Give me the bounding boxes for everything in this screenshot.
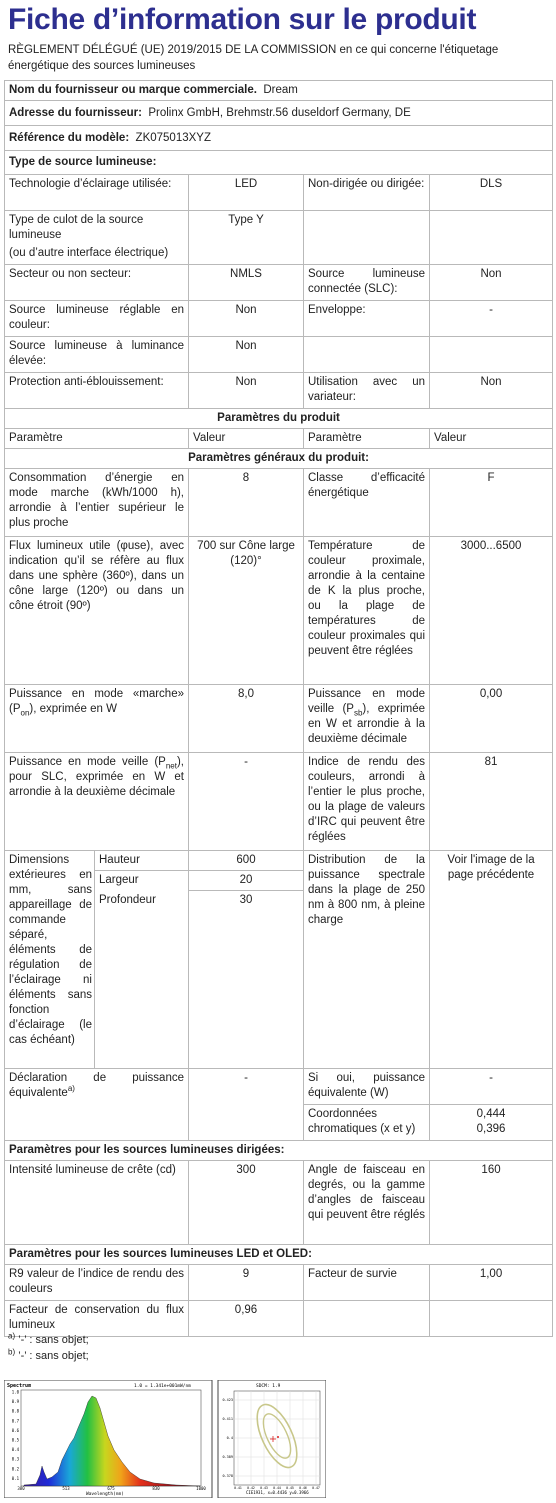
cct-label: Température de couleur proximale, arrondie à la centaine de K la plus proche, ou la plage de températures de couleur proximales qui peuvent être réglées (304, 537, 430, 685)
anti-glare-value: Non (189, 373, 304, 409)
product-table (4, 80, 553, 1337)
supplier-name-value: Dream (263, 84, 298, 96)
directed-heading-row (5, 1141, 553, 1161)
model-reference-label: Référence du modèle: (9, 131, 130, 144)
col-value-2: Valeur (430, 429, 553, 449)
spectrum-xlabel: Wavelength(nm) (86, 1492, 124, 1497)
spectrum-x-tick: 513 (62, 1486, 70, 1491)
column-header-row (5, 429, 553, 449)
chromaticity-y: 0,396 (476, 1123, 506, 1135)
cap-type-value: Type Y (189, 211, 304, 265)
standby-power-value: 0,00 (430, 685, 553, 753)
connected-value: Non (430, 265, 553, 301)
measurement-graphs (4, 1380, 326, 1498)
spectrum-x-tick: 830 (152, 1486, 160, 1491)
network-standby-value: - (189, 753, 304, 851)
chromaticity-label: Coordonnées chromatiques (x et y) (304, 1105, 430, 1141)
network-standby-row (5, 753, 553, 851)
spectrum-y-tick: 1.0 (11, 1389, 19, 1395)
anti-glare-row (5, 373, 553, 409)
chromaticity-x-tick: 0.43 (260, 1486, 268, 1490)
model-reference-row (5, 126, 553, 151)
source-type-heading-row (5, 151, 553, 175)
beam-angle-label: Angle de faisceau en degrés, ou la gamme d’angles de faisceau qui peuvent être réglés (304, 1161, 430, 1245)
mains-row (5, 265, 553, 301)
col-parameter-1: Paramètre (5, 429, 189, 449)
mains-label: Secteur ou non secteur: (5, 265, 189, 301)
chromaticity-x: 0,444 (476, 1108, 506, 1120)
chromaticity-x-tick: 0.41 (234, 1486, 242, 1490)
r9-label: R9 valeur de l’indice de rendu des couleurs (5, 1265, 189, 1301)
colour-tunable-row (5, 301, 553, 337)
chromaticity-y-tick: 0.378 (222, 1474, 233, 1479)
peak-intensity-row (5, 1161, 553, 1245)
chromaticity-y-tick: 0.411 (222, 1417, 233, 1422)
depth-value: 30 (189, 891, 304, 1069)
equivalent-watts-label: Si oui, puissance équivalente (W) (304, 1069, 430, 1105)
survival-factor-label: Facteur de survie (304, 1265, 430, 1301)
technology-value: LED (189, 175, 304, 211)
chromaticity-y-tick: 0.389 (222, 1455, 233, 1460)
footnote-b: $^{b)}$ ’-’ : sans objet; (8, 1347, 89, 1362)
footnote-a: $^{a)}$ ’-’ : sans objet; (8, 1331, 89, 1346)
power-row (5, 685, 553, 753)
supplier-address-row (5, 101, 553, 126)
supplier-name-label: Nom du fournisseur ou marque commerciale. (9, 84, 257, 96)
equivalent-watts-value: - (430, 1069, 553, 1105)
height-label: Hauteur (95, 851, 189, 871)
on-mode-power-value: 8,0 (189, 685, 304, 753)
network-standby-label: Puissance en mode veille $(P_{net})$, pour SLC, exprimée en W et arrondie à la deuxième décimale (5, 753, 189, 851)
useful-flux-label: Flux lumineux utile (φuse), avec indication qu’il se réfère au flux dans une sphère (360º), dans un cône large (120º) ou dans un cône étroit (90º) (5, 537, 189, 685)
chromaticity-x-tick: 0.47 (312, 1486, 320, 1490)
spectrum-y-tick: 0.5 (11, 1437, 19, 1443)
envelope-label: Enveloppe: (304, 301, 430, 337)
spectral-distribution-label: Distribution de la puissance spectrale dans la plage de 250 nm à 800 nm, à pleine charge (304, 851, 430, 1069)
standby-power-label: Puissance en mode veille $(P_{sb})$, exprimée en W et arrondie à la deuxième décimale (304, 685, 430, 753)
cri-label: Indice de rendu des couleurs, arrondi à l’entier le plus proche, ou la plage de valeurs d’IRC qui peuvent être réglées (304, 753, 430, 851)
colour-tunable-label: Source lumineuse réglable en couleur: (5, 301, 189, 337)
directed-value: DLS (430, 175, 553, 211)
high-luminance-label: Source lumineuse à luminance élevée: (5, 337, 189, 373)
consumption-label: Consommation d’énergie en mode marche (kWh/1000 h), arrondie à l’entier supérieur le plus proche (5, 469, 189, 537)
consumption-value: 8 (189, 469, 304, 537)
chromaticity-footer: CIE1931, x=0.4436 y=0.3966 (246, 1490, 309, 1495)
spectrum-x-tick: 380 (17, 1486, 25, 1491)
colour-tunable-value: Non (189, 301, 304, 337)
technology-row (5, 175, 553, 211)
spectrum-y-tick: 0.1 (11, 1475, 19, 1481)
graphs-svg (4, 1380, 326, 1498)
spectrum-x-tick: 1000 (196, 1486, 206, 1491)
product-params-heading-row (5, 409, 553, 429)
cap-type-row (5, 211, 553, 265)
dimension-height-row (5, 851, 553, 871)
spectrum-y-tick: 0.9 (11, 1399, 19, 1405)
height-value: 600 (189, 851, 304, 871)
chromaticity-title: SDCM: 1.9 (256, 1384, 281, 1389)
chromaticity-x-tick: 0.44 (273, 1486, 281, 1490)
equivalent-power-value: - (189, 1069, 304, 1141)
regulation-intro: RÈGLEMENT DÉLÉGUÉ (UE) 2019/2015 DE LA COMMISSION en ce qui concerne l'étiquetage énergétique des sources lumineuses (8, 44, 499, 72)
chromaticity-value (430, 1105, 553, 1141)
spectral-distribution-value: Voir l'image de la page précédente (430, 851, 553, 1069)
general-params-heading: Paramètres généraux du produit: (5, 449, 553, 469)
r9-row (5, 1265, 553, 1301)
col-value-1: Valeur (189, 429, 304, 449)
chromaticity-y-tick: 0.423 (222, 1398, 233, 1403)
anti-glare-label: Protection anti-éblouissement: (5, 373, 189, 409)
cap-type-label: Type de culot de la source lumineuse (9, 214, 144, 241)
page-title: Fiche d’information sur le produit (8, 3, 477, 36)
cri-value: 81 (430, 753, 553, 851)
high-luminance-row (5, 337, 553, 373)
chromaticity-y-tick: 0.4 (226, 1436, 233, 1441)
flux-maintenance-label: Facteur de conservation du flux lumineux (5, 1301, 189, 1337)
spectrum-y-tick: 0.2 (11, 1466, 19, 1472)
connected-label: Source lumineuse connectée (SLC): (304, 265, 430, 301)
spectrum-y-tick: 0.6 (11, 1427, 19, 1433)
useful-flux-value: 700 sur Cône large (120)° (189, 537, 304, 685)
spectrum-y-tick: 0.4 (11, 1447, 19, 1453)
envelope-value: - (430, 301, 553, 337)
spectrum-y-tick: 0.7 (11, 1418, 19, 1424)
mains-value: NMLS (189, 265, 304, 301)
supplier-address-value: Prolinx GmbH, Brehmstr.56 duseldorf Germany, DE (148, 106, 411, 119)
efficiency-class-label: Classe d’efficacité énergétique (304, 469, 430, 537)
general-params-heading-row (5, 449, 553, 469)
efficiency-class-value: F (430, 469, 553, 537)
r9-value: 9 (189, 1265, 304, 1301)
product-params-heading: Paramètres du produit (5, 409, 553, 429)
consumption-row (5, 469, 553, 537)
equivalent-power-label: Déclaration de puissance équivalente$^{a)}$ (5, 1069, 189, 1141)
dimensions-label: Dimensions extérieures en mm, sans appareillage de commande séparé, éléments de régulation de l’éclairage ni éléments sans fonction d’éclairage (le cas échéant) (5, 851, 95, 1069)
cct-value: 3000...6500 (430, 537, 553, 685)
technology-label: Technologie d’éclairage utilisée: (5, 175, 189, 211)
spectrum-x-tick: 675 (107, 1486, 115, 1491)
on-mode-power-label: Puissance en mode «marche» $(P_{on})$, exprimée en W (5, 685, 189, 753)
flux-maintenance-value: 0,96 (189, 1301, 304, 1337)
chromaticity-x-tick: 0.45 (286, 1486, 294, 1490)
spectrum-y-tick: 0.3 (11, 1456, 19, 1462)
peak-intensity-label: Intensité lumineuse de crête (cd) (5, 1161, 189, 1245)
dimmer-label: Utilisation avec un variateur: (304, 373, 430, 409)
high-luminance-value: Non (189, 337, 304, 373)
model-reference-value: ZK075013XYZ (135, 131, 211, 144)
spectrum-y-tick: 0.8 (11, 1408, 19, 1414)
survival-factor-value: 1,00 (430, 1265, 553, 1301)
depth-label: Profondeur (95, 891, 189, 1069)
peak-intensity-value: 300 (189, 1161, 304, 1245)
dimmer-value: Non (430, 373, 553, 409)
spectrum-title: Spectrum (7, 1383, 32, 1389)
directed-heading: Paramètres pour les sources lumineuses dirigées: (5, 1141, 553, 1161)
directed-label: Non-dirigée ou dirigée: (304, 175, 430, 211)
supplier-name-row (5, 81, 553, 101)
supplier-address-label: Adresse du fournisseur: (9, 106, 142, 119)
width-label: Largeur (95, 871, 189, 891)
led-heading-row (5, 1245, 553, 1265)
beam-angle-value: 160 (430, 1161, 553, 1245)
width-value: 20 (189, 871, 304, 891)
chromaticity-x-tick: 0.42 (247, 1486, 255, 1490)
chromaticity-x-tick: 0.46 (299, 1486, 307, 1490)
source-type-heading: Type de source lumineuse: (5, 151, 553, 175)
col-parameter-2: Paramètre (304, 429, 430, 449)
footnotes (8, 1332, 89, 1364)
flux-row (5, 537, 553, 685)
equivalent-power-row (5, 1069, 553, 1105)
led-heading: Paramètres pour les sources lumineuses LED et OLED: (5, 1245, 553, 1265)
spectrum-scale: 1.0 = 1.341e+001mW/nm (134, 1384, 191, 1389)
cap-type-label-interface: (ou d’autre interface électrique) (9, 247, 169, 259)
